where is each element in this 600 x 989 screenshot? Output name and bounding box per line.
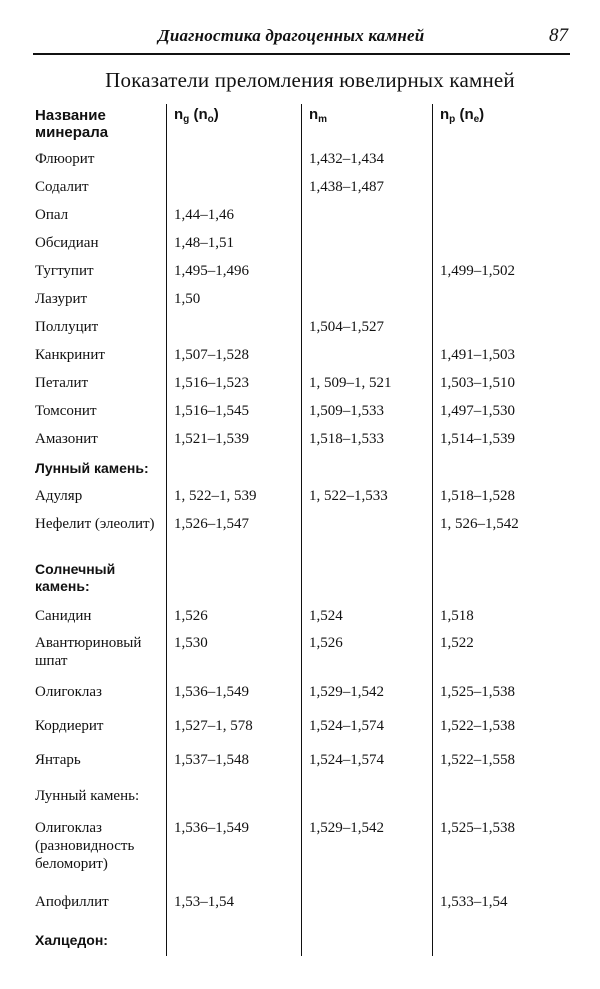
cell-mineral-name: Халцедон:: [35, 932, 108, 948]
cell-ng: 1,527–1, 578: [174, 718, 253, 734]
cell-ng: 1,516–1,545: [174, 403, 249, 419]
cell-np: 1,503–1,510: [440, 375, 515, 391]
cell-np: 1,533–1,54: [440, 894, 508, 910]
cell-np: 1,518–1,528: [440, 488, 515, 504]
cell-nm: 1,529–1,542: [309, 684, 384, 700]
cell-nm: 1,524–1,574: [309, 718, 384, 734]
cell-nm: 1,529–1,542: [309, 820, 384, 836]
cell-mineral-name: Авантюриновый шпат: [35, 635, 142, 669]
cell-ng: 1,526–1,547: [174, 516, 249, 532]
column-divider-2: [301, 104, 302, 956]
cell-mineral-name: Тугтупит: [35, 263, 94, 279]
cell-ng: 1,536–1,549: [174, 820, 249, 836]
cell-nm: 1,509–1,533: [309, 403, 384, 419]
column-divider-3: [432, 104, 433, 956]
cell-np: 1,497–1,530: [440, 403, 515, 419]
cell-nm: 1,524: [309, 608, 343, 624]
running-head: [30, 22, 570, 52]
cell-nm: 1,438–1,487: [309, 179, 384, 195]
cell-mineral-name: Опал: [35, 207, 69, 223]
cell-mineral-name: Солнечный камень:: [35, 561, 116, 594]
cell-ng: 1,50: [174, 291, 201, 307]
cell-np: 1,499–1,502: [440, 263, 515, 279]
cell-np: 1,491–1,503: [440, 347, 515, 363]
cell-np: 1,514–1,539: [440, 431, 515, 447]
cell-mineral-name: Олигоклаз: [35, 684, 102, 700]
cell-mineral-name: Адуляр: [35, 488, 83, 504]
cell-ng: 1,44–1,46: [174, 207, 234, 223]
cell-ng: 1,537–1,548: [174, 752, 249, 768]
cell-ng: 1,53–1,54: [174, 894, 234, 910]
cell-mineral-name: Апофиллит: [35, 894, 109, 910]
cell-mineral-name: Лазурит: [35, 291, 88, 307]
cell-mineral-name: Лунный камень:: [35, 788, 140, 804]
cell-np: 1,518: [440, 608, 474, 624]
cell-nm: 1,504–1,527: [309, 319, 384, 335]
cell-mineral-name: Амазонит: [35, 431, 98, 447]
cell-mineral-name: Янтарь: [35, 752, 81, 768]
cell-mineral-name: Лунный камень:: [35, 460, 149, 476]
cell-mineral-name: Содалит: [35, 179, 89, 195]
column-header-np: $n_p$ $(n_e)$: [440, 106, 485, 125]
cell-nm: 1,526: [309, 635, 343, 651]
cell-np: 1,525–1,538: [440, 684, 515, 700]
cell-mineral-name: Флюорит: [35, 151, 95, 167]
running-title: Диагностика драгоценных камней: [158, 26, 425, 45]
column-header-name: Название минерала: [35, 107, 109, 141]
cell-np: 1,522: [440, 635, 474, 651]
cell-nm: 1,524–1,574: [309, 752, 384, 768]
header-rule: [33, 53, 570, 55]
cell-ng: 1, 522–1, 539: [174, 488, 257, 504]
table-title: Показатели преломления ювелирных камней: [105, 68, 515, 92]
cell-np: 1,522–1,538: [440, 718, 515, 734]
cell-mineral-name: Обсидиан: [35, 235, 99, 251]
cell-mineral-name: Канкринит: [35, 347, 105, 363]
cell-np: 1,525–1,538: [440, 820, 515, 836]
cell-mineral-name: Кордиерит: [35, 718, 104, 734]
cell-ng: 1,48–1,51: [174, 235, 234, 251]
cell-nm: 1,432–1,434: [309, 151, 384, 167]
cell-nm: 1, 522–1,533: [309, 488, 388, 504]
cell-ng: 1,530: [174, 635, 208, 651]
cell-ng: 1,516–1,523: [174, 375, 249, 391]
cell-mineral-name: Поллуцит: [35, 319, 99, 335]
cell-mineral-name: Петалит: [35, 375, 89, 391]
cell-np: 1,522–1,558: [440, 752, 515, 768]
cell-ng: 1,536–1,549: [174, 684, 249, 700]
column-divider-1: [166, 104, 167, 956]
cell-ng: 1,507–1,528: [174, 347, 249, 363]
column-header-ng: $n_g$ $(n_o)$: [174, 106, 219, 125]
page-number: 87: [549, 25, 568, 46]
cell-ng: 1,521–1,539: [174, 431, 249, 447]
cell-nm: 1, 509–1, 521: [309, 375, 392, 391]
cell-nm: 1,518–1,533: [309, 431, 384, 447]
cell-mineral-name: Санидин: [35, 608, 92, 624]
cell-mineral-name: Нефелит (элеолит): [35, 516, 155, 532]
cell-mineral-name: Томсонит: [35, 403, 97, 419]
cell-np: 1, 526–1,542: [440, 516, 519, 532]
cell-ng: 1,495–1,496: [174, 263, 249, 279]
cell-ng: 1,526: [174, 608, 208, 624]
column-header-nm: $n_m$: [309, 106, 328, 125]
cell-mineral-name: Олигоклаз (разновидность беломорит): [35, 820, 135, 872]
